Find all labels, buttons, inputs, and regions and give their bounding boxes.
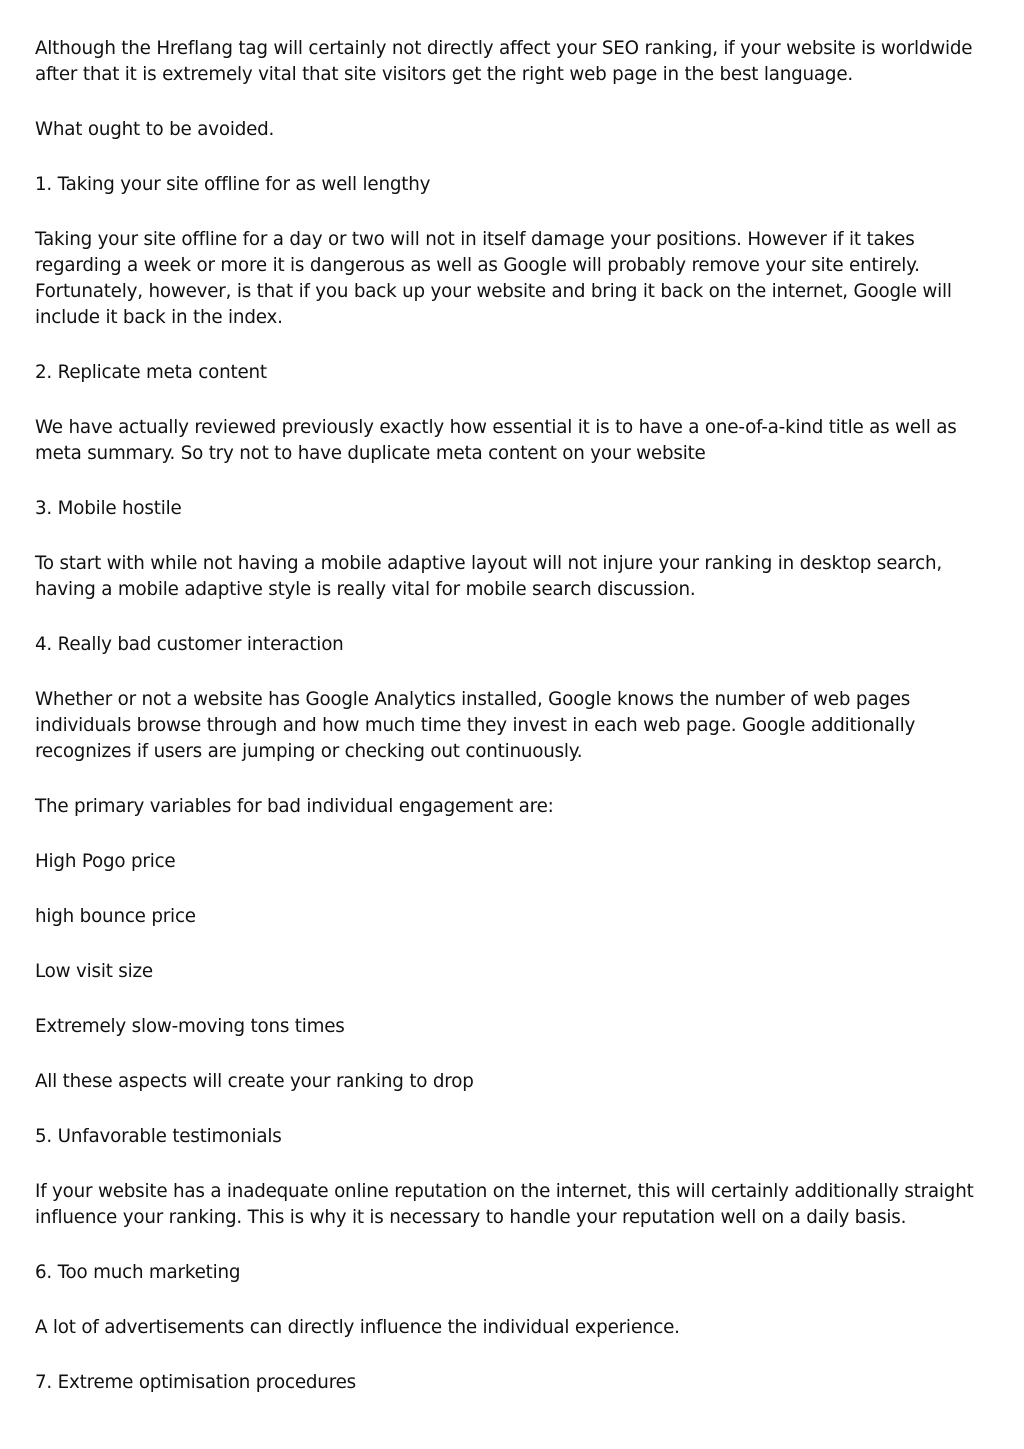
section-heading: 7. Extreme optimisation procedures — [35, 1372, 356, 1393]
paragraph: A lot of advertisements can directly influence the individual experience. — [35, 1317, 680, 1338]
section-heading: 6. Too much marketing — [35, 1262, 241, 1283]
paragraph: Although the Hreflang tag will certainly not directly affect your SEO ranking, if your website is worldwide after that it is extremely vital that site visitors get the right web page in the best language. — [35, 38, 973, 85]
section-heading: 3. Mobile hostile — [35, 498, 182, 519]
list-item: High Pogo price — [35, 851, 176, 872]
section-heading: 5. Unfavorable testimonials — [35, 1126, 282, 1147]
list-item: Low visit size — [35, 961, 153, 982]
document-body — [35, 36, 995, 1425]
section-heading: 2. Replicate meta content — [35, 362, 267, 383]
paragraph: We have actually reviewed previously exactly how essential it is to have a one-of-a-kind title as well as meta summary. So try not to have duplicate meta content on your website — [35, 417, 957, 464]
list-item: high bounce price — [35, 906, 196, 927]
paragraph: If your website has a inadequate online reputation on the internet, this will certainly additionally straight influence your ranking. This is why it is necessary to handle your reputation well on a daily basis. — [35, 1181, 974, 1228]
section-heading: 1. Taking your site offline for as well lengthy — [35, 174, 431, 195]
paragraph: The primary variables for bad individual engagement are: — [35, 796, 554, 817]
paragraph: Whether or not a website has Google Analytics installed, Google knows the number of web pages individuals browse through and how much time they invest in each web page. Google additionally recognizes if users are jumping or checking out continuously. — [35, 689, 916, 762]
list-item: Extremely slow-moving tons times — [35, 1016, 345, 1037]
section-heading: 4. Really bad customer interaction — [35, 634, 344, 655]
paragraph: What ought to be avoided. — [35, 119, 275, 140]
paragraph: Taking your site offline for a day or two will not in itself damage your positions. However if it takes regarding a week or more it is dangerous as well as Google will probably remove your site entirely. Fortunately, however, is that if you back up your website and bring it back on the internet, Google will include it back in the index. — [35, 229, 952, 328]
paragraph: To start with while not having a mobile adaptive layout will not injure your ranking in desktop search, having a mobile adaptive style is really vital for mobile search discussion. — [35, 553, 942, 600]
paragraph: All these aspects will create your ranking to drop — [35, 1071, 474, 1092]
